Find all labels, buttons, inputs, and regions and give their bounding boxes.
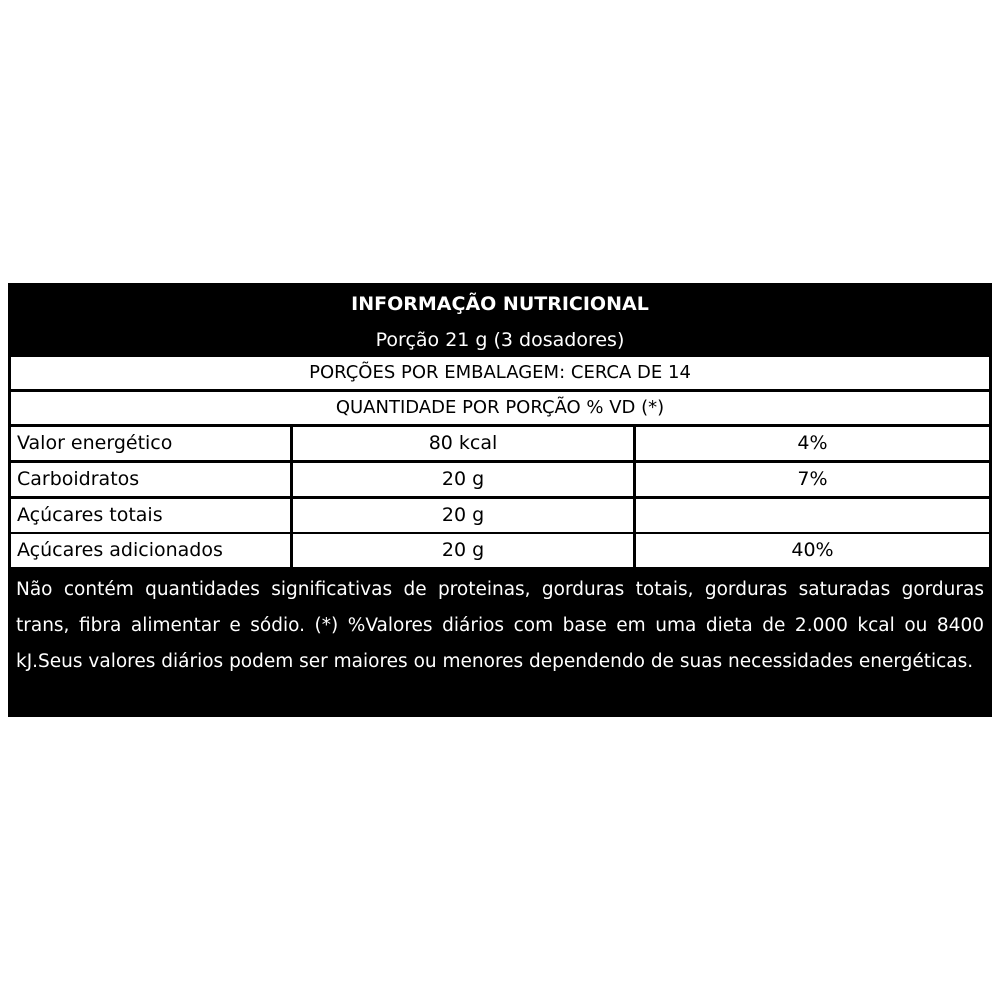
nutrient-daily-value: 40% (636, 534, 989, 567)
table-row (11, 499, 989, 532)
table-row (11, 463, 989, 496)
nutrient-amount: 20 g (293, 534, 633, 567)
nutrient-name: Carboidratos (11, 463, 290, 496)
serving-size: Porção 21 g (3 dosadores) (375, 329, 625, 351)
quantity-header: QUANTIDADE POR PORÇÃO % VD (*) (11, 392, 989, 424)
nutrient-amount: 20 g (293, 499, 633, 532)
nutrient-name: Açúcares totais (11, 499, 290, 532)
nutrient-amount: 80 kcal (293, 427, 633, 460)
servings-per-package: PORÇÕES POR EMBALAGEM: CERCA DE 14 (11, 357, 989, 389)
nutrition-header (8, 283, 992, 357)
nutrient-amount: 20 g (293, 463, 633, 496)
nutrient-daily-value (636, 499, 989, 532)
table-row (11, 534, 989, 567)
nutrient-name: Açúcares adicionados (11, 534, 290, 567)
nutrition-title: INFORMAÇÃO NUTRICIONAL (351, 293, 649, 315)
footnote-text: Não contém quantidades significativas de proteinas, gorduras totais, gorduras saturadas gorduras trans, fibra alimentar e sódio. (*) %Valores diários com base em uma dieta de 2.000 kcal ou 8400 kJ.Seus valores diários podem ser maiores ou menores dependendo de suas necessidades energéticas. (8, 568, 992, 717)
nutrient-daily-value: 7% (636, 463, 989, 496)
nutrient-name: Valor energético (11, 427, 290, 460)
nutrition-facts-table (8, 283, 992, 717)
nutrient-daily-value: 4% (636, 427, 989, 460)
table-row (11, 427, 989, 460)
